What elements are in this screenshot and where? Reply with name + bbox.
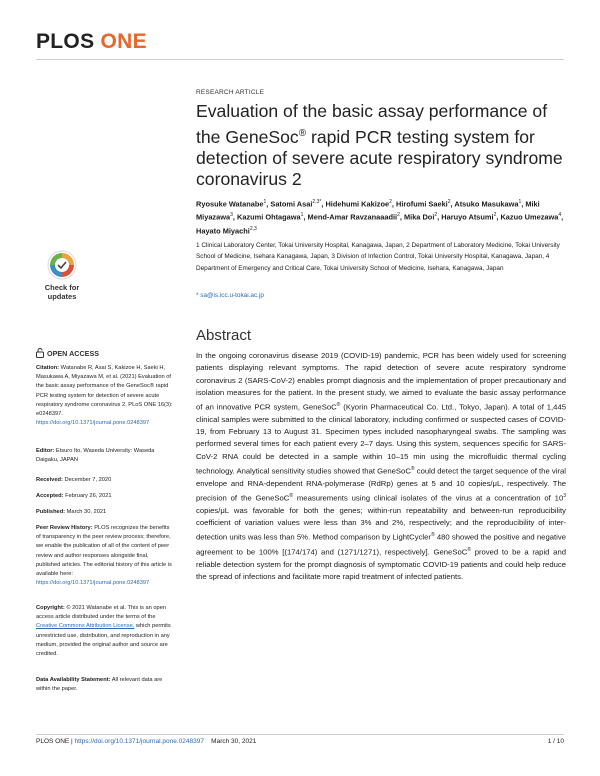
accepted-date: February 26, 2021: [65, 493, 112, 499]
author-affil-sup: 1: [263, 199, 267, 205]
author-affil-sup: 1: [518, 199, 522, 205]
author-affil-sup: 2,3: [249, 225, 257, 232]
author[interactable]: Haruyo Atsumi: [441, 212, 494, 222]
abstract-text-6: 480 showed the positive and negative agreement to be 100% [(174/174) and (1271/1271), respectively]. GeneSoC: [196, 532, 566, 557]
author-affil-sup: 2,3*: [312, 199, 322, 205]
received-date: December 7, 2020: [64, 477, 112, 483]
author[interactable]: Mend-Amar Ravzanaaadii: [307, 212, 398, 222]
author-affil-sup: 1: [300, 212, 304, 219]
peer-review-label: Peer Review History:: [36, 525, 93, 531]
author[interactable]: Miki Miyazawa: [196, 199, 540, 222]
registered-mark: ®: [410, 465, 415, 472]
footer-separator: |: [69, 738, 75, 745]
citation-doi-link[interactable]: https://doi.org/10.1371/journal.pone.0248397: [36, 420, 150, 427]
author[interactable]: Kazumi Ohtagawa: [237, 212, 301, 222]
author[interactable]: Satomi Asai: [270, 199, 313, 209]
citation-label: Citation:: [36, 365, 60, 371]
received-block: [36, 476, 174, 485]
author[interactable]: Hirofumi Saeki: [395, 199, 448, 209]
footer-date: March 30, 2021: [211, 738, 257, 745]
page-footer: [36, 738, 256, 745]
citation-text: Watanabe R, Asai S, Kakizoe H, Saeki H, Masukawa A, Miyazawa M, et al. (2021) Evaluation of the basic assay performance of the GeneSoc® rapid PCR testing system for detection of severe acute respiratory syndrome coronavirus 2. PLoS ONE 16(3): e0248397.: [36, 365, 173, 418]
title-part2: rapid PCR testing system for detection of severe acute respiratory syndrome coronavirus 2: [196, 126, 563, 190]
abstract-text-3: could detect the target sequence of the viral envelope and RNA-dependent RNA-polymerase (RdRp) genes at 5 and 10 copies/μL, respectively. The precision of the GeneSoC: [196, 466, 566, 503]
registered-mark: ®: [289, 492, 293, 499]
received-label: Received:: [36, 477, 63, 483]
copyright-label: Copyright:: [36, 605, 65, 611]
abstract-text-7: proved to be a rapid and reliable detection system for the prompt diagnosis of symptomatic COVID-19 patients and could help reduce the spread of infections and facilitate more rapid treatment of infected patients.: [196, 547, 566, 582]
author[interactable]: Kazuo Umezawa: [500, 212, 559, 222]
article-type: RESEARCH ARTICLE: [196, 89, 265, 96]
data-availability-text: All relevant data are within the paper.: [36, 677, 163, 693]
registered-mark: ®: [467, 547, 471, 553]
journal-logo[interactable]: [36, 30, 147, 54]
peer-review-text: PLOS recognizes the benefits of transparency in the peer review process; therefore, we enable the publication of all of the content of peer review and author responses alongside final, published articles. The editorial history of this article is available here:: [36, 525, 172, 578]
author[interactable]: Hidehumi Kakizoe: [325, 199, 390, 209]
footer-journal: PLOS ONE: [36, 738, 70, 745]
author[interactable]: Atsuko Masukawa: [454, 199, 519, 209]
badge-line1: Check for: [44, 283, 80, 292]
corresponding-email[interactable]: * sa@is.icc.u-tokai.ac.jp: [196, 292, 264, 299]
abstract-text-2: (Kyorin Pharmaceutical Co. Ltd., Tokyo, Japan). A total of 1,445 clinical samples were submitted to the clinical laboratory, including confirmed or suspected cases of COVID-19, from February 13 to August 31. Specimen types included nasopharyngeal swabs. The sampling was performed several times for each patient every 2–7 days. Using this system, sequences specific for SARS-CoV-2 RNA could be detected in a sample within 10–15 min using the microfluidic thermal cycling technology. Analytical sensitivity studies showed that GeneSoC: [196, 402, 567, 476]
copyright-block: [36, 604, 174, 659]
footer-doi-link[interactable]: https://doi.org/10.1371/journal.pone.0248397: [74, 738, 204, 745]
abstract-body: [196, 350, 566, 583]
editor-block: [36, 447, 174, 465]
logo-one: ONE: [100, 30, 147, 53]
copyright-text: © 2021 Watanabe et al. This is an open access article distributed under the terms of the: [36, 605, 167, 621]
registered-mark: ®: [298, 127, 307, 139]
abstract-heading: Abstract: [196, 327, 252, 344]
author-affil-sup: 3: [230, 212, 233, 219]
footer-divider: [36, 734, 564, 735]
author[interactable]: Hayato Miyachi: [196, 226, 250, 235]
check-for-updates-badge[interactable]: [36, 250, 88, 320]
affiliations: 1 Clinical Laboratory Center, Tokai University Hospital, Kanagawa, Japan, 2 Department of Laboratory Medicine, Tokai University School of Medicine, Isehara Kanagawa, Japan, 3 Division of Infection Control, Tokai University Hospital, Kanagawa, Japan, 4 Department of Emergency and Critical Care, Tokai University School of Medicine, Isehara, Kanagawa, Japan: [196, 242, 560, 272]
logo-plos: PLOS: [36, 30, 95, 53]
accepted-block: [36, 492, 174, 501]
author-affil-sup: 2: [493, 212, 497, 219]
license-link[interactable]: Creative Commons Attribution License,: [36, 623, 135, 630]
badge-line2: updates: [47, 291, 77, 301]
exponent: 3: [563, 492, 567, 499]
page-number: 1 / 10: [547, 738, 564, 745]
citation-block: [36, 364, 174, 428]
editor-label: Editor:: [36, 448, 55, 454]
published-date: March 30, 2021: [66, 509, 107, 515]
author[interactable]: Mika Doi: [403, 212, 435, 222]
author-affil-sup: 2: [397, 212, 400, 219]
article-title: [196, 101, 566, 191]
registered-mark: ®: [430, 532, 435, 539]
abstract-text-5: copies/μL was favorable for both the genes; within-run repeatability and between-run reproducibility coefficient of variation values were less than 3% and 2%, respectively; and the reproducibility of inter-detection units was less than 5%. Method comparison by LightCycler: [196, 505, 566, 542]
author-affil-sup: 2: [434, 212, 438, 219]
author-list: Ryosuke Watanabe$^1$, Satomi Asai$^{2,3*}$, Hidehumi Kakizoe$^2$, Hirofumi Saeki$^2$, Atsuko Masukawa$^1$, Miki Miyazawa$^3$, Kazumi Ohtagawa$^1$, Mend-Amar Ravzanaaadii$^2$, Mika Doi$^2$, Haruyo Atsumi$^2$, Kazuo Umezawa$^4$, Hayato Miyachi$^{2,3}$: [196, 199, 564, 235]
editor-text: Etsuro Ito, Waseda University: Waseda Daigaku, JAPAN: [36, 448, 155, 464]
header-divider: [36, 59, 564, 60]
accepted-label: Accepted:: [36, 493, 64, 499]
peer-review-link[interactable]: https://doi.org/10.1371/journal.pone.0248397: [36, 580, 150, 587]
open-access-lock-icon: [36, 348, 44, 358]
check-updates-label: [36, 284, 88, 301]
check-updates-icon: [47, 250, 77, 280]
open-access-label: OPEN ACCESS: [47, 349, 100, 358]
abstract-text-4: measurements using clinical isolates of the virus at a concentration of 10: [293, 493, 564, 503]
author[interactable]: Ryosuke Watanabe: [196, 199, 264, 209]
published-block: [36, 508, 174, 517]
published-label: Published:: [36, 509, 66, 515]
copyright-text-2: which permits unrestricted use, distribution, and reproduction in any medium, provided the original author and source are credited.: [36, 623, 171, 658]
author-affil-sup: 4: [558, 212, 562, 219]
data-availability-block: [36, 676, 174, 694]
data-availability-label: Data Availability Statement:: [36, 677, 111, 683]
title-part1: Evaluation of the basic assay performance of the GeneSoc: [196, 101, 548, 147]
author-affil-sup: 2: [389, 199, 392, 205]
peer-review-block: [36, 524, 174, 588]
abstract-text-1: In the ongoing coronavirus disease 2019 (COVID-19) pandemic, PCR has been widely used for screening patients displaying relevant symptoms. The rapid detection of severe acute respiratory syndrome coronavirus 2 (SARS-CoV-2) enables prompt diagnosis and the implementation of proper precautionary and isolation measures for the patient. In the present study, we aimed to evaluate the basic assay performance of an innovative PCR system, GeneSoC: [196, 351, 566, 412]
registered-mark: ®: [336, 402, 341, 408]
author-affil-sup: 2: [447, 199, 451, 205]
